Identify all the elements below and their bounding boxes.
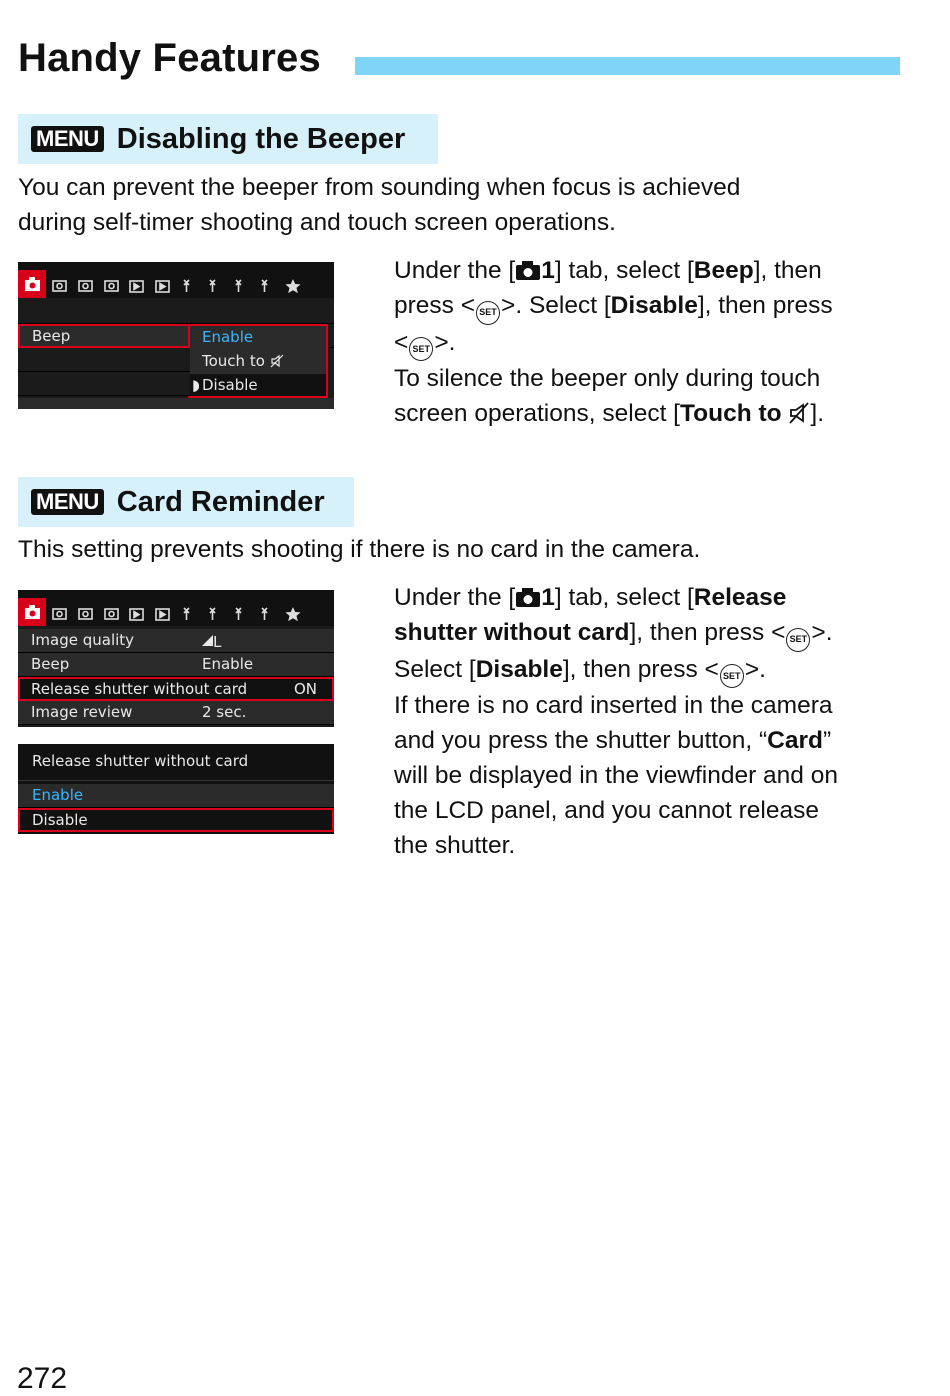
star-icon — [286, 279, 301, 293]
page-number: 272 — [17, 1362, 68, 1395]
menu-row-label: Beep — [31, 655, 70, 673]
menu-row-value: 2 sec. — [202, 703, 247, 721]
menu-tab-bar — [18, 262, 334, 298]
option-row — [18, 784, 334, 808]
wrench-icon — [210, 280, 215, 292]
option-enable: Enable — [32, 786, 84, 804]
set-button-icon: SET — [786, 628, 810, 652]
text-bold: shutter without card — [394, 619, 630, 646]
camera-icon — [105, 609, 118, 619]
wrench-icon — [184, 608, 189, 620]
section-header-card-reminder — [18, 477, 354, 527]
wrench-icon — [262, 608, 267, 620]
option-disable: Disable — [32, 811, 88, 829]
text: >. — [811, 619, 833, 646]
camera-icon — [25, 277, 40, 291]
menu-tabs-icons — [18, 270, 334, 298]
option-list — [188, 324, 328, 398]
wrench-icon — [236, 608, 241, 620]
option-screen-title: Release shutter without card — [32, 752, 249, 770]
set-button-icon: SET — [720, 664, 744, 688]
text: >. Select [ — [501, 292, 611, 319]
camera-icon — [79, 609, 92, 619]
wrench-icon — [262, 280, 267, 292]
text-bold: Card — [767, 727, 823, 754]
speaker-mute-icon — [270, 354, 284, 368]
playback-icon — [156, 609, 169, 620]
text: ], then press — [697, 292, 833, 319]
text-bold: Touch to — [680, 400, 782, 427]
playback-icon — [130, 281, 143, 292]
set-button-icon: SET — [409, 337, 433, 361]
text: the LCD panel, and you cannot release — [394, 797, 819, 824]
text: Select [ — [394, 655, 476, 683]
quality-icon — [202, 635, 213, 646]
camera-icon — [105, 281, 118, 291]
text: ” — [823, 727, 832, 754]
menu-badge: MENU — [31, 489, 104, 515]
section-title: Card Reminder — [116, 485, 325, 518]
menu-row-selected — [18, 677, 334, 701]
camera-icon — [515, 586, 541, 608]
selected-marker: ◗ — [192, 376, 200, 394]
option-row-selected — [18, 808, 334, 832]
text: If there is no card inserted in the camera — [394, 692, 833, 719]
instruction-card-reminder — [394, 580, 838, 863]
text: ], then — [753, 257, 822, 284]
text-bold: Disable — [610, 292, 698, 319]
section-intro — [18, 170, 740, 240]
star-icon — [286, 607, 301, 621]
section-title: Disabling the Beeper — [116, 122, 406, 155]
text: ]. — [810, 400, 825, 427]
menu-row — [18, 701, 334, 725]
menu-row — [18, 629, 334, 653]
camera-icon — [53, 281, 66, 291]
text: Under the [ — [394, 584, 516, 611]
tab-number: 1 — [541, 257, 555, 284]
set-button-icon: SET — [476, 301, 500, 325]
section-intro: This setting prevents shooting if there is no card in the camera. — [18, 536, 701, 563]
option-disable: Disable — [202, 376, 258, 394]
option-touch-to — [202, 352, 284, 370]
menu-row-value: Enable — [202, 655, 254, 673]
wrench-icon — [210, 608, 215, 620]
menu-row-label: Image review — [31, 703, 133, 721]
text: >. — [744, 655, 766, 683]
menu-row-label: Release shutter without card — [31, 680, 248, 698]
text: ] tab, select [ — [554, 584, 694, 611]
menu-row-blank — [18, 300, 334, 324]
camera-screen-beep — [18, 262, 334, 409]
text: press < — [394, 292, 476, 319]
menu-row-value — [202, 631, 222, 651]
playback-icon — [156, 281, 169, 292]
intro-line: You can prevent the beeper from sounding when focus is achieved — [18, 174, 741, 201]
text: will be displayed in the viewfinder and on — [394, 762, 838, 789]
text: ], then press < — [629, 619, 786, 646]
camera-icon — [53, 609, 66, 619]
screen-footer — [18, 398, 334, 409]
title-accent-bar — [355, 57, 900, 75]
camera-screen-card-option — [18, 744, 334, 834]
speaker-mute-icon — [788, 401, 810, 425]
menu-row-value: ON — [294, 680, 318, 698]
camera-icon — [515, 259, 541, 281]
text: and you press the shutter button, “ — [394, 727, 768, 754]
menu-row — [18, 653, 334, 677]
text: screen operations, select [ — [394, 400, 680, 427]
menu-item-label: Beep — [32, 327, 71, 345]
text-bold: Beep — [693, 257, 754, 284]
text-bold: Disable — [475, 655, 563, 683]
section-header-beeper — [18, 114, 438, 164]
camera-screen-card-menu — [18, 590, 334, 727]
option-enable: Enable — [202, 328, 254, 346]
text: Under the [ — [394, 257, 516, 284]
option-touch-to-label: Touch to — [202, 352, 265, 370]
text: ] tab, select [ — [554, 257, 694, 284]
menu-row-value-text: L — [213, 633, 222, 651]
menu-row-blank — [18, 348, 190, 372]
text: >. — [434, 328, 456, 356]
text: ], then press < — [562, 655, 719, 683]
menu-tabs-icons — [18, 598, 334, 626]
text: the shutter. — [394, 832, 516, 859]
playback-icon — [130, 609, 143, 620]
divider — [18, 780, 334, 781]
menu-row-blank — [18, 372, 190, 396]
intro-line: during self-timer shooting and touch screen operations. — [18, 209, 616, 236]
menu-tab-bar — [18, 590, 334, 626]
wrench-icon — [236, 280, 241, 292]
camera-icon — [79, 281, 92, 291]
wrench-icon — [184, 280, 189, 292]
instruction-beeper — [394, 253, 833, 431]
menu-row-label: Image quality — [31, 631, 135, 649]
page-title: Handy Features — [18, 36, 321, 80]
tab-number: 1 — [541, 584, 555, 611]
camera-icon — [25, 605, 40, 619]
menu-badge: MENU — [31, 126, 104, 152]
text-bold: Release — [693, 584, 787, 611]
text: < — [394, 328, 409, 356]
text: To silence the beeper only during touch — [394, 365, 821, 392]
